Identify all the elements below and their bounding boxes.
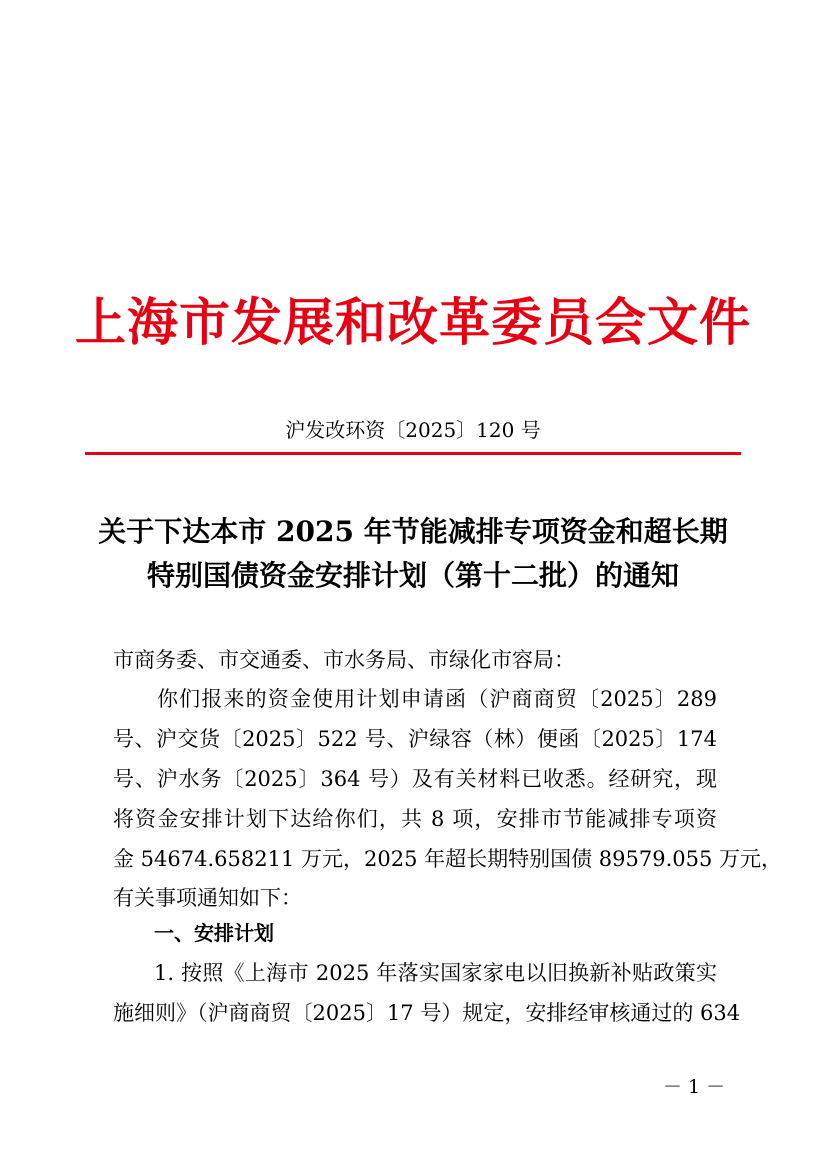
paragraph-1-line-1: 你们报来的资金使用计划申请函（沪商商贸〔2025〕289	[157, 687, 717, 711]
page-number: － 1 －	[663, 1076, 726, 1098]
masthead-title: 上海市发展和改革委员会文件	[74, 293, 751, 353]
paragraph-1-line-2: 号、沪交货〔2025〕522 号、沪绿容（林）便函〔2025〕174	[113, 727, 717, 751]
paragraph-1-line-4: 将资金安排计划下达给你们，共 8 项，安排市节能减排专项资	[113, 807, 717, 831]
red-separator-line	[85, 452, 741, 455]
paragraph-1-line-5: 金 54674.658211 万元，2025 年超长期特别国债 89579.055 万元，	[113, 847, 783, 871]
notice-title-line-2: 特别国债资金安排计划（第十二批）的通知	[146, 559, 679, 592]
notice-title-line-1: 关于下达本市 2025 年节能减排专项资金和超长期	[98, 515, 728, 548]
document-number: 沪发改环资〔2025〕120 号	[285, 418, 541, 442]
addressee: 市商务委、市交通委、市水务局、市绿化市容局：	[113, 648, 575, 672]
paragraph-1-line-6: 有关事项通知如下：	[113, 886, 302, 910]
section-heading-arrangement-plan: 一、安排计划	[154, 921, 274, 945]
paragraph-2-line-2: 施细则》（沪商商贸〔2025〕17 号）规定，安排经审核通过的 634	[113, 1001, 741, 1025]
paragraph-2-line-1: 1. 按照《上海市 2025 年落实国家家电以旧换新补贴政策实	[154, 961, 717, 985]
paragraph-1-line-3: 号、沪水务〔2025〕364 号）及有关材料已收悉。经研究，现	[113, 767, 717, 791]
